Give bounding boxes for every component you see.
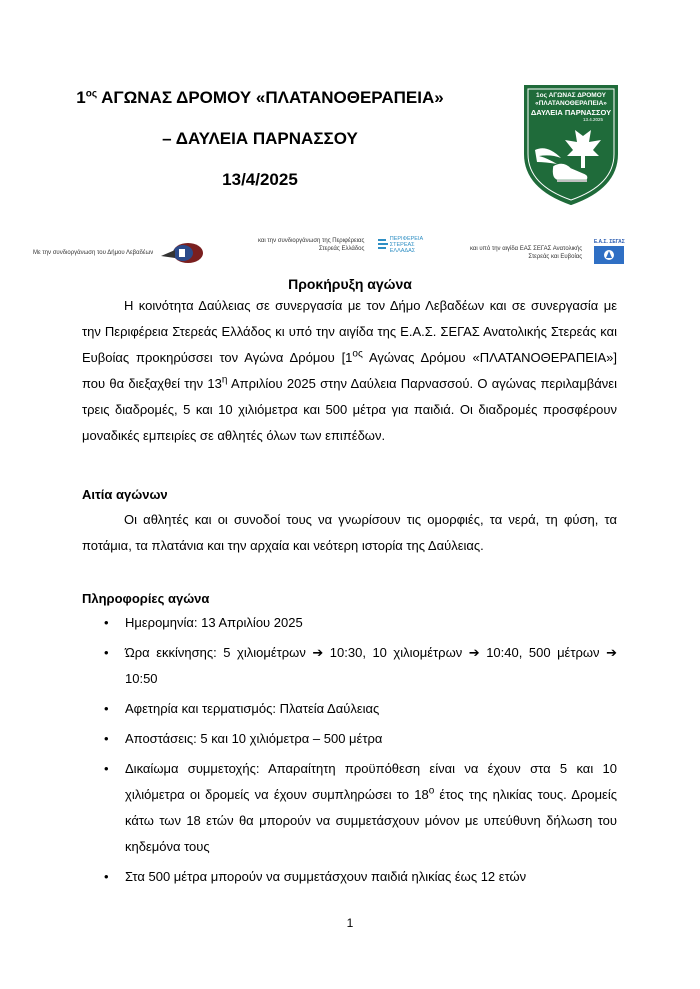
arrow-right-icon: ➔ <box>606 645 617 660</box>
arrow-right-icon: ➔ <box>468 645 480 660</box>
cause-paragraph: Οι αθλητές και οι συνοδοί τους να γνωρίσουν τις ομορφιές, τα νερά, τη φύση, τα ποτάμια, τα πλατάνια και την αρχαία και νεότερη ιστορία της Δαύλειας. <box>82 512 617 553</box>
logo-text-1: 1ος ΑΓΩΝΑΣ ΔΡΟΜΟΥ <box>536 92 606 99</box>
event-date: 13/4/2025 <box>222 170 298 189</box>
partner-segas-text-b: Στερεάς και Ευβοίας <box>528 253 583 260</box>
municipality-logo-icon <box>155 242 205 264</box>
partners-row <box>0 222 700 262</box>
info-item-kids: • Στα 500 μέτρα μπορούν να συμμετάσχουν παιδιά ηλικίας έως 12 ετών <box>82 864 617 890</box>
info-item-start-time: • Ώρα εκκίνησης: 5 χιλιομέτρων ➔ 10:30, 10 χιλιομέτρων ➔ 10:40, 500 μέτρων ➔ 10:50 <box>82 640 617 692</box>
title-block <box>60 85 460 193</box>
partner-region-text-b: Στερεάς Ελλάδος <box>318 246 365 252</box>
logo-text-3: ΔΑΥΛΕΙΑ ΠΑΡΝΑΣΣΟΥ <box>530 108 612 117</box>
segas-emblem-icon <box>594 246 624 264</box>
region-logo: ΠΕΡΙΦΕΡΕΙΑ ΣΤΕΡΕΑΣ ΕΛΛΑΔΑΣ <box>378 236 423 254</box>
arrow-right-icon: ➔ <box>312 645 324 660</box>
info-heading: Πληροφορίες αγώνα <box>82 591 210 606</box>
partner-segas-text-a: και υπό την αιγίδα ΕΑΣ ΣΕΓΑΣ Ανατολικής <box>470 245 583 252</box>
info-item-start-finish: • Αφετηρία και τερματισμός: Πλατεία Δαύλειας <box>82 696 617 722</box>
race-logo <box>523 84 619 206</box>
title-line-2: – ΔΑΥΛΕΙΑ ΠΑΡΝΑΣΣΟΥ <box>162 129 358 148</box>
partner-segas <box>470 238 625 267</box>
announcement-heading: Προκήρυξη αγώνα <box>288 276 412 292</box>
partner-region-text-a: και την συνδιοργάνωση της Περιφέρειας <box>258 238 365 244</box>
info-item-eligibility: • Δικαίωμα συμμετοχής: Απαραίτητη προϋπόθεση είναι να έχουν στα 5 και 10 χιλιόμετρα οι δρομείς να έχουν συμπληρώσει το $18^o$ έτος της ηλικίας τους. Δρομείς κάτω των 18 ετών θα μπορούν να συμμετάσχουν μόνον με υπεύθυνη δήλωση του κηδεμόνα τους <box>82 756 617 860</box>
page-number: 1 <box>346 916 354 930</box>
logo-text-4: 13.4.2025 <box>582 117 604 122</box>
segas-logo: Ε.Α.Σ. ΣΕΓΑΣ <box>594 238 625 267</box>
title-line-1: $1^{o\varsigma}$ ΑΓΩΝΑΣ ΔΡΟΜΟΥ «ΠΛΑΤΑΝΟΘΕΡΑΠΕΙΑ» <box>76 88 444 107</box>
logo-text-2: «ΠΛΑΤΑΝΟΘΕΡΑΠΕΙΑ» <box>535 100 607 107</box>
info-list <box>82 610 617 894</box>
partner-municipality <box>33 242 205 264</box>
info-item-distances: • Αποστάσεις: 5 και 10 χιλιόμετρα – 500 μέτρα <box>82 726 617 752</box>
partner-region <box>258 236 423 254</box>
info-item-date: • Ημερομηνία: 13 Απριλίου 2025 <box>82 610 617 636</box>
announcement-paragraph: Η κοινότητα Δαύλειας σε συνεργασία με τον Δήμο Λεβαδέων και σε συνεργασία με την Περιφέρεια Στερεάς Ελλάδος κι υπό την αιγίδα της Ε.Α.Σ. ΣΕΓΑΣ Ανατολικής Στερεάς και Ευβοίας προκηρύσσει τον Αγώνα Δρόμου [$1^{o\varsigma}$ Αγώνας Δρόμου «ΠΛΑΤΑΝΟΘΕΡΑΠΕΙΑ»] που θα διεξαχθεί την $13^\eta$ Απριλίου 2025 στην Δαύλεια Παρνασσού. Ο αγώνας περιλαμβάνει τρεις διαδρομές, 5 και 10 χιλιόμετρα και 500 μέτρα για παιδιά. Οι διαδρομές προσφέρουν μοναδικές εμπειρίες σε αθλητές όλων των επιπέδων. <box>82 298 618 443</box>
partner-municipality-text: Με την συνδιοργάνωση του Δήμου Λεβαδέων <box>33 250 154 256</box>
region-emblem-icon <box>378 238 388 252</box>
cause-heading: Αιτία αγώνων <box>82 487 168 502</box>
